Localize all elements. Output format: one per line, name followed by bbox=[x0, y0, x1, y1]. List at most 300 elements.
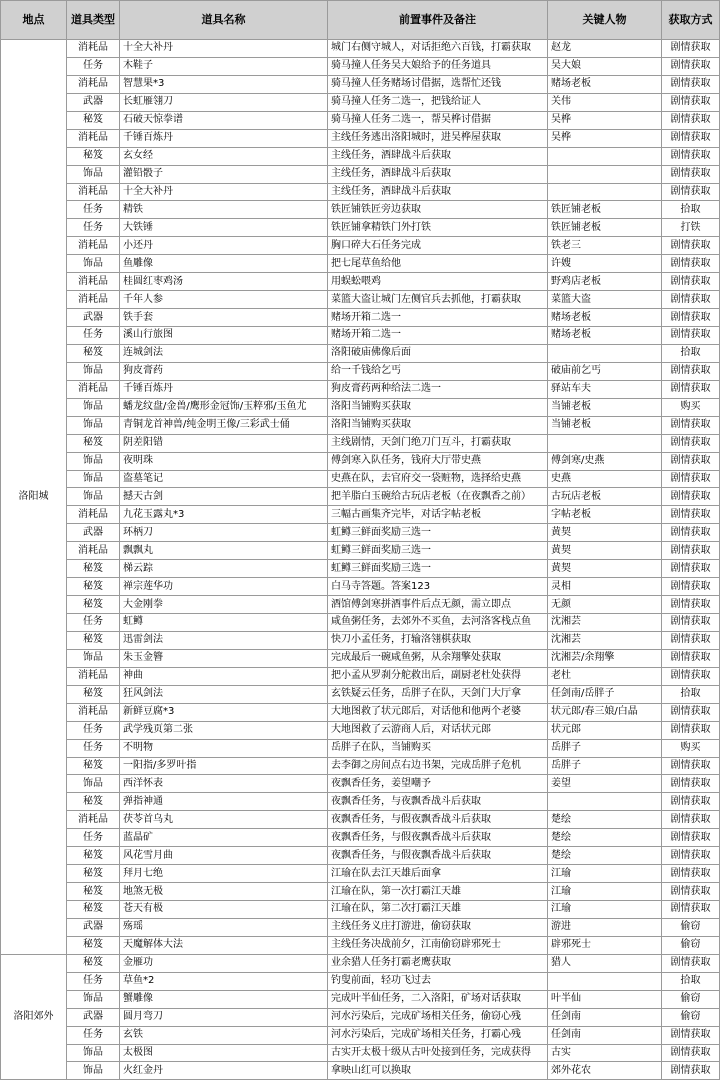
item-name-cell: 草鱼*2 bbox=[120, 972, 328, 990]
prerequisite-cell: 用蜈蚣喂鸡 bbox=[328, 273, 548, 291]
table-row bbox=[1, 416, 720, 434]
acquire-method-cell: 剧情获取 bbox=[662, 1062, 720, 1080]
key-person-cell: 黄契 bbox=[548, 560, 662, 578]
key-person-cell: 楚绘 bbox=[548, 811, 662, 829]
table-row bbox=[1, 488, 720, 506]
key-person-cell: 赌场老板 bbox=[548, 309, 662, 327]
table-row bbox=[1, 129, 720, 147]
table-row bbox=[1, 183, 720, 201]
item-type-cell: 秘笈 bbox=[67, 901, 120, 919]
key-person-cell: 郊外花农 bbox=[548, 1062, 662, 1080]
acquire-method-cell: 剧情获取 bbox=[662, 488, 720, 506]
item-name-cell: 灌铅骰子 bbox=[120, 165, 328, 183]
acquire-method-cell: 剧情获取 bbox=[662, 667, 720, 685]
key-person-cell: 岳胖子 bbox=[548, 739, 662, 757]
key-person-cell: 灵相 bbox=[548, 578, 662, 596]
item-type-cell: 秘笈 bbox=[67, 434, 120, 452]
table-row bbox=[1, 1008, 720, 1026]
table-row bbox=[1, 739, 720, 757]
table-row bbox=[1, 201, 720, 219]
item-type-cell: 消耗品 bbox=[67, 291, 120, 309]
table-row bbox=[1, 40, 720, 58]
table-row bbox=[1, 219, 720, 237]
item-type-cell: 秘笈 bbox=[67, 865, 120, 883]
acquire-method-cell: 剧情获取 bbox=[662, 40, 720, 58]
prerequisite-cell: 骑马撞人任务吴大娘给予的任务道具 bbox=[328, 57, 548, 75]
prerequisite-cell: 江瑜在队，第二次打霸江天雄 bbox=[328, 901, 548, 919]
item-type-cell: 饰品 bbox=[67, 362, 120, 380]
acquire-method-cell: 剧情获取 bbox=[662, 1026, 720, 1044]
table-row bbox=[1, 506, 720, 524]
item-name-cell: 西洋怀表 bbox=[120, 775, 328, 793]
item-name-cell: 朱玉金簪 bbox=[120, 649, 328, 667]
table-row bbox=[1, 111, 720, 129]
item-type-cell: 消耗品 bbox=[67, 273, 120, 291]
prerequisite-cell: 傅剑寒入队任务，钱府大厅带史燕 bbox=[328, 452, 548, 470]
item-name-cell: 小还丹 bbox=[120, 237, 328, 255]
prerequisite-cell: 城门右侧守城人，对话拒绝六百钱，打霸获取 bbox=[328, 40, 548, 58]
item-type-cell: 秘笈 bbox=[67, 936, 120, 954]
item-type-cell: 秘笈 bbox=[67, 631, 120, 649]
key-person-cell: 无颜 bbox=[548, 596, 662, 614]
key-person-cell bbox=[548, 165, 662, 183]
key-person-cell: 黄契 bbox=[548, 542, 662, 560]
item-name-cell: 大金刚拳 bbox=[120, 596, 328, 614]
item-type-cell: 饰品 bbox=[67, 1044, 120, 1062]
item-name-cell: 环柄刀 bbox=[120, 524, 328, 542]
item-name-cell: 智慧果*3 bbox=[120, 75, 328, 93]
table-row bbox=[1, 649, 720, 667]
prerequisite-cell: 骑马撞人任务二选一，把钱给证人 bbox=[328, 93, 548, 111]
key-person-cell: 猎人 bbox=[548, 954, 662, 972]
item-type-cell: 秘笈 bbox=[67, 578, 120, 596]
header-prerequisite: 前置事件及备注 bbox=[328, 1, 548, 40]
item-type-cell: 任务 bbox=[67, 721, 120, 739]
item-name-cell: 鱼雕像 bbox=[120, 255, 328, 273]
key-person-cell: 当铺老板 bbox=[548, 416, 662, 434]
table-row bbox=[1, 703, 720, 721]
table-row bbox=[1, 685, 720, 703]
acquire-method-cell: 剧情获取 bbox=[662, 93, 720, 111]
acquire-method-cell: 剧情获取 bbox=[662, 901, 720, 919]
table-row bbox=[1, 147, 720, 165]
acquire-method-cell: 剧情获取 bbox=[662, 954, 720, 972]
item-type-cell: 任务 bbox=[67, 219, 120, 237]
acquire-method-cell: 剧情获取 bbox=[662, 273, 720, 291]
table-row bbox=[1, 560, 720, 578]
item-type-cell: 武器 bbox=[67, 918, 120, 936]
prerequisite-cell: 快刀小孟任务，打输洛翎棋获取 bbox=[328, 631, 548, 649]
item-type-cell: 消耗品 bbox=[67, 380, 120, 398]
item-name-cell: 溪山行旅图 bbox=[120, 327, 328, 345]
key-person-cell bbox=[548, 147, 662, 165]
item-name-cell: 千年人参 bbox=[120, 291, 328, 309]
item-type-cell: 任务 bbox=[67, 614, 120, 632]
table-row bbox=[1, 793, 720, 811]
key-person-cell: 沈湘芸/余翔擎 bbox=[548, 649, 662, 667]
item-type-cell: 饰品 bbox=[67, 398, 120, 416]
item-type-cell: 饰品 bbox=[67, 452, 120, 470]
prerequisite-cell: 大地图救了状元郎后，对话他和他两个老婆 bbox=[328, 703, 548, 721]
key-person-cell: 沈湘芸 bbox=[548, 614, 662, 632]
key-person-cell: 任剑南 bbox=[548, 1008, 662, 1026]
key-person-cell: 黄契 bbox=[548, 524, 662, 542]
key-person-cell: 江瑜 bbox=[548, 865, 662, 883]
key-person-cell: 辟邪死士 bbox=[548, 936, 662, 954]
item-type-cell: 饰品 bbox=[67, 416, 120, 434]
table-row bbox=[1, 327, 720, 345]
item-type-cell: 秘笈 bbox=[67, 954, 120, 972]
item-type-cell: 武器 bbox=[67, 93, 120, 111]
prerequisite-cell: 完成最后一碗咸鱼粥，从余翔擎处获取 bbox=[328, 649, 548, 667]
prerequisite-cell: 赌场开箱二选一 bbox=[328, 327, 548, 345]
acquire-method-cell: 剧情获取 bbox=[662, 847, 720, 865]
acquire-method-cell: 剧情获取 bbox=[662, 362, 720, 380]
item-name-cell: 太极图 bbox=[120, 1044, 328, 1062]
prerequisite-cell: 岳胖子在队，当铺购买 bbox=[328, 739, 548, 757]
table-row bbox=[1, 865, 720, 883]
acquire-method-cell: 偷窃 bbox=[662, 936, 720, 954]
item-type-cell: 饰品 bbox=[67, 1062, 120, 1080]
acquire-method-cell: 剧情获取 bbox=[662, 721, 720, 739]
item-type-cell: 秘笈 bbox=[67, 344, 120, 362]
key-person-cell: 史燕 bbox=[548, 470, 662, 488]
key-person-cell: 字帖老板 bbox=[548, 506, 662, 524]
prerequisite-cell: 业余猎人任务打霸老鹰获取 bbox=[328, 954, 548, 972]
table-row bbox=[1, 596, 720, 614]
prerequisite-cell: 江瑜在队，第一次打霸江天雄 bbox=[328, 883, 548, 901]
acquire-method-cell: 剧情获取 bbox=[662, 255, 720, 273]
item-type-cell: 武器 bbox=[67, 524, 120, 542]
item-name-cell: 铁手套 bbox=[120, 309, 328, 327]
table-row bbox=[1, 165, 720, 183]
item-type-cell: 消耗品 bbox=[67, 40, 120, 58]
key-person-cell bbox=[548, 972, 662, 990]
item-name-cell: 阴差阳错 bbox=[120, 434, 328, 452]
key-person-cell: 吴桦 bbox=[548, 111, 662, 129]
item-name-cell: 长虹雁翎刀 bbox=[120, 93, 328, 111]
table-row bbox=[1, 972, 720, 990]
item-name-cell: 神曲 bbox=[120, 667, 328, 685]
key-person-cell bbox=[548, 344, 662, 362]
acquire-method-cell: 剧情获取 bbox=[662, 75, 720, 93]
acquire-method-cell: 剧情获取 bbox=[662, 309, 720, 327]
prerequisite-cell: 主线剧情，天剑门绝刀门互斗，打霸获取 bbox=[328, 434, 548, 452]
item-name-cell: 夜明珠 bbox=[120, 452, 328, 470]
acquire-method-cell: 剧情获取 bbox=[662, 703, 720, 721]
prerequisite-cell: 洛阳当铺购买获取 bbox=[328, 398, 548, 416]
acquire-method-cell: 剧情获取 bbox=[662, 811, 720, 829]
key-person-cell: 任剑南 bbox=[548, 1026, 662, 1044]
item-name-cell: 青铜龙首神兽/纯金明王像/三彩武士俑 bbox=[120, 416, 328, 434]
item-name-cell: 天魔解体大法 bbox=[120, 936, 328, 954]
acquire-method-cell: 剧情获取 bbox=[662, 524, 720, 542]
prerequisite-cell: 大地图救了云游商人后，对话状元郎 bbox=[328, 721, 548, 739]
table-row bbox=[1, 309, 720, 327]
table-row bbox=[1, 829, 720, 847]
prerequisite-cell: 咸鱼粥任务，去郊外不买鱼，去河洛客栈点鱼 bbox=[328, 614, 548, 632]
prerequisite-cell: 三幅古画集齐完毕，对话字帖老板 bbox=[328, 506, 548, 524]
acquire-method-cell: 剧情获取 bbox=[662, 578, 720, 596]
prerequisite-cell: 铁匠铺铁匠旁边获取 bbox=[328, 201, 548, 219]
key-person-cell: 古玩店老板 bbox=[548, 488, 662, 506]
prerequisite-cell: 完成叶半仙任务，二入洛阳，矿场对话获取 bbox=[328, 990, 548, 1008]
item-type-cell: 饰品 bbox=[67, 649, 120, 667]
table-row bbox=[1, 847, 720, 865]
item-type-cell: 消耗品 bbox=[67, 506, 120, 524]
item-name-cell: 蟹雕像 bbox=[120, 990, 328, 1008]
key-person-cell: 破庙前乞丐 bbox=[548, 362, 662, 380]
item-name-cell: 木鞋子 bbox=[120, 57, 328, 75]
acquire-method-cell: 偷窃 bbox=[662, 990, 720, 1008]
table-row bbox=[1, 273, 720, 291]
acquire-method-cell: 剧情获取 bbox=[662, 1044, 720, 1062]
acquire-method-cell: 剧情获取 bbox=[662, 327, 720, 345]
acquire-method-cell: 剧情获取 bbox=[662, 147, 720, 165]
item-name-cell: 新鲜豆腐*3 bbox=[120, 703, 328, 721]
item-type-cell: 饰品 bbox=[67, 165, 120, 183]
item-type-cell: 秘笈 bbox=[67, 757, 120, 775]
item-type-cell: 秘笈 bbox=[67, 883, 120, 901]
table-row bbox=[1, 255, 720, 273]
table-header bbox=[1, 1, 720, 40]
item-name-cell: 虹鳟 bbox=[120, 614, 328, 632]
header-item-name: 道具名称 bbox=[120, 1, 328, 40]
item-type-cell: 任务 bbox=[67, 972, 120, 990]
acquire-method-cell: 剧情获取 bbox=[662, 829, 720, 847]
item-type-cell: 任务 bbox=[67, 327, 120, 345]
prerequisite-cell: 古实开太极十级从古叶处接到任务，完成获得 bbox=[328, 1044, 548, 1062]
acquire-method-cell: 拾取 bbox=[662, 344, 720, 362]
item-type-cell: 饰品 bbox=[67, 488, 120, 506]
key-person-cell: 叶半仙 bbox=[548, 990, 662, 1008]
prerequisite-cell: 去李御之房间点右边书架，完成岳胖子危机 bbox=[328, 757, 548, 775]
item-type-cell: 任务 bbox=[67, 739, 120, 757]
acquire-method-cell: 拾取 bbox=[662, 972, 720, 990]
item-name-cell: 不明物 bbox=[120, 739, 328, 757]
acquire-method-cell: 剧情获取 bbox=[662, 506, 720, 524]
acquire-method-cell: 购买 bbox=[662, 739, 720, 757]
prerequisite-cell: 给一千钱给乞丐 bbox=[328, 362, 548, 380]
item-name-cell: 梯云踪 bbox=[120, 560, 328, 578]
prerequisite-cell: 主线任务，酒肆战斗后获取 bbox=[328, 165, 548, 183]
table-row bbox=[1, 1044, 720, 1062]
acquire-method-cell: 剧情获取 bbox=[662, 757, 720, 775]
key-person-cell: 沈湘芸 bbox=[548, 631, 662, 649]
item-name-cell: 苍天有极 bbox=[120, 901, 328, 919]
header-row bbox=[1, 1, 720, 40]
table-row bbox=[1, 470, 720, 488]
acquire-method-cell: 剧情获取 bbox=[662, 165, 720, 183]
key-person-cell: 岳胖子 bbox=[548, 757, 662, 775]
table-row bbox=[1, 434, 720, 452]
acquire-method-cell: 打铁 bbox=[662, 219, 720, 237]
item-name-cell: 盗墓笔记 bbox=[120, 470, 328, 488]
acquire-method-cell: 拾取 bbox=[662, 201, 720, 219]
table-row bbox=[1, 380, 720, 398]
item-name-cell: 石破天惊拳谱 bbox=[120, 111, 328, 129]
prerequisite-cell: 夜飘香任务，与假夜飘香战斗后获取 bbox=[328, 847, 548, 865]
acquire-method-cell: 购买 bbox=[662, 398, 720, 416]
prerequisite-cell: 虹鳟三鲜面奖励三选一 bbox=[328, 542, 548, 560]
prerequisite-cell: 狗皮膏药两种给法二选一 bbox=[328, 380, 548, 398]
item-name-cell: 狗皮膏药 bbox=[120, 362, 328, 380]
table-body bbox=[1, 40, 720, 1080]
key-person-cell: 老杜 bbox=[548, 667, 662, 685]
item-name-cell: 大铁锤 bbox=[120, 219, 328, 237]
item-type-cell: 秘笈 bbox=[67, 111, 120, 129]
item-name-cell: 茯苓首乌丸 bbox=[120, 811, 328, 829]
header-key-person: 关键人物 bbox=[548, 1, 662, 40]
prerequisite-cell: 拿映山红可以换取 bbox=[328, 1062, 548, 1080]
prerequisite-cell: 主线任务义庄打游进，偷窃获取 bbox=[328, 918, 548, 936]
location-cell: 洛阳城 bbox=[1, 40, 67, 955]
item-type-cell: 秘笈 bbox=[67, 847, 120, 865]
item-name-cell: 火红金丹 bbox=[120, 1062, 328, 1080]
item-name-cell: 金雁功 bbox=[120, 954, 328, 972]
acquire-method-cell: 剧情获取 bbox=[662, 291, 720, 309]
item-name-cell: 风花雪月曲 bbox=[120, 847, 328, 865]
key-person-cell: 铁老三 bbox=[548, 237, 662, 255]
item-type-cell: 饰品 bbox=[67, 990, 120, 1008]
key-person-cell: 楚绘 bbox=[548, 847, 662, 865]
prerequisite-cell: 钓叟前面，轻功飞过去 bbox=[328, 972, 548, 990]
item-type-cell: 饰品 bbox=[67, 775, 120, 793]
table-row bbox=[1, 631, 720, 649]
item-type-cell: 秘笈 bbox=[67, 560, 120, 578]
key-person-cell: 赵龙 bbox=[548, 40, 662, 58]
table-row bbox=[1, 667, 720, 685]
key-person-cell: 状元郎 bbox=[548, 721, 662, 739]
item-name-cell: 禅宗莲华功 bbox=[120, 578, 328, 596]
prerequisite-cell: 菜篮大盗让城门左侧官兵去抓他，打霸获取 bbox=[328, 291, 548, 309]
acquire-method-cell: 剧情获取 bbox=[662, 129, 720, 147]
key-person-cell: 赌场老板 bbox=[548, 75, 662, 93]
item-type-cell: 任务 bbox=[67, 1026, 120, 1044]
item-type-cell: 武器 bbox=[67, 1008, 120, 1026]
table-row bbox=[1, 524, 720, 542]
acquire-method-cell: 剧情获取 bbox=[662, 452, 720, 470]
key-person-cell: 赌场老板 bbox=[548, 327, 662, 345]
item-name-cell: 迅雷剑法 bbox=[120, 631, 328, 649]
acquire-method-cell: 拾取 bbox=[662, 685, 720, 703]
acquire-method-cell: 剧情获取 bbox=[662, 416, 720, 434]
prerequisite-cell: 主线任务决战前夕，江南偷窃辟邪死士 bbox=[328, 936, 548, 954]
item-type-cell: 秘笈 bbox=[67, 793, 120, 811]
item-name-cell: 千锤百炼丹 bbox=[120, 129, 328, 147]
key-person-cell: 楚绘 bbox=[548, 829, 662, 847]
item-name-cell: 狂风剑法 bbox=[120, 685, 328, 703]
item-name-cell: 圆月弯刀 bbox=[120, 1008, 328, 1026]
acquire-method-cell: 剧情获取 bbox=[662, 596, 720, 614]
key-person-cell bbox=[548, 183, 662, 201]
item-name-cell: 千锤百炼丹 bbox=[120, 380, 328, 398]
acquire-method-cell: 剧情获取 bbox=[662, 614, 720, 632]
header-acquire-method: 获取方式 bbox=[662, 1, 720, 40]
prerequisite-cell: 洛阳当铺购买获取 bbox=[328, 416, 548, 434]
table-row bbox=[1, 1026, 720, 1044]
table-row bbox=[1, 954, 720, 972]
table-row bbox=[1, 614, 720, 632]
prerequisite-cell: 把七尾草鱼给他 bbox=[328, 255, 548, 273]
prerequisite-cell: 夜飘香任务，姜望嘲予 bbox=[328, 775, 548, 793]
item-type-cell: 武器 bbox=[67, 309, 120, 327]
acquire-method-cell: 剧情获取 bbox=[662, 470, 720, 488]
key-person-cell: 关伟 bbox=[548, 93, 662, 111]
item-type-cell: 秘笈 bbox=[67, 596, 120, 614]
table-row bbox=[1, 542, 720, 560]
prerequisite-cell: 铁匠铺拿精铁门外打铁 bbox=[328, 219, 548, 237]
item-type-cell: 秘笈 bbox=[67, 147, 120, 165]
key-person-cell: 菜篮大盗 bbox=[548, 291, 662, 309]
item-type-cell: 消耗品 bbox=[67, 75, 120, 93]
table-row bbox=[1, 775, 720, 793]
table-row bbox=[1, 918, 720, 936]
key-person-cell: 姜望 bbox=[548, 775, 662, 793]
item-type-cell: 消耗品 bbox=[67, 237, 120, 255]
key-person-cell: 驿站车夫 bbox=[548, 380, 662, 398]
key-person-cell: 傅剑寒/史燕 bbox=[548, 452, 662, 470]
prerequisite-cell: 胸口碎大石任务完成 bbox=[328, 237, 548, 255]
item-name-cell: 玄铁 bbox=[120, 1026, 328, 1044]
item-name-cell: 蓝晶矿 bbox=[120, 829, 328, 847]
acquire-method-cell: 剧情获取 bbox=[662, 560, 720, 578]
table-row bbox=[1, 291, 720, 309]
prerequisite-cell: 虹鳟三鲜面奖励三选一 bbox=[328, 524, 548, 542]
item-name-cell: 武学残页第二张 bbox=[120, 721, 328, 739]
item-name-cell: 一阳指/多罗叶指 bbox=[120, 757, 328, 775]
acquire-method-cell: 剧情获取 bbox=[662, 883, 720, 901]
item-name-cell: 精铁 bbox=[120, 201, 328, 219]
table-row bbox=[1, 721, 720, 739]
item-type-cell: 任务 bbox=[67, 829, 120, 847]
table-row bbox=[1, 901, 720, 919]
acquire-method-cell: 剧情获取 bbox=[662, 649, 720, 667]
prerequisite-cell: 河水污染后，完成矿场相关任务，打霸心残 bbox=[328, 1026, 548, 1044]
acquire-method-cell: 剧情获取 bbox=[662, 380, 720, 398]
table-row bbox=[1, 936, 720, 954]
prerequisite-cell: 骑马撞人任务赌场讨借据，选帮忙还钱 bbox=[328, 75, 548, 93]
key-person-cell: 吴大娘 bbox=[548, 57, 662, 75]
table-row bbox=[1, 398, 720, 416]
key-person-cell: 任剑南/岳胖子 bbox=[548, 685, 662, 703]
prerequisite-cell: 主线任务逃出洛阳城时，进吴桦屋获取 bbox=[328, 129, 548, 147]
item-type-cell: 消耗品 bbox=[67, 811, 120, 829]
prerequisite-cell: 虹鳟三鲜面奖励三选一 bbox=[328, 560, 548, 578]
key-person-cell: 吴桦 bbox=[548, 129, 662, 147]
prerequisite-cell: 夜飘香任务，与夜飘香战斗后获取 bbox=[328, 793, 548, 811]
key-person-cell bbox=[548, 793, 662, 811]
acquire-method-cell: 剧情获取 bbox=[662, 111, 720, 129]
prerequisite-cell: 酒馆傅剑寒拼酒事件后点无颜，需立即点 bbox=[328, 596, 548, 614]
key-person-cell: 江瑜 bbox=[548, 883, 662, 901]
acquire-method-cell: 剧情获取 bbox=[662, 57, 720, 75]
item-name-cell: 飘飘丸 bbox=[120, 542, 328, 560]
prerequisite-cell: 夜飘香任务，与假夜飘香战斗后获取 bbox=[328, 829, 548, 847]
table-row bbox=[1, 237, 720, 255]
prerequisite-cell: 主线任务，酒肆战斗后获取 bbox=[328, 183, 548, 201]
prerequisite-cell: 把小孟从罗刹分舵救出后，副厨老杜处获得 bbox=[328, 667, 548, 685]
acquire-method-cell: 剧情获取 bbox=[662, 631, 720, 649]
item-name-cell: 蟠龙纹盘/金兽/鹰形金冠饰/玉粹邪/玉鱼尤 bbox=[120, 398, 328, 416]
prerequisite-cell: 史燕在队，去官府交一袋赃物，选择给史燕 bbox=[328, 470, 548, 488]
item-type-cell: 消耗品 bbox=[67, 667, 120, 685]
acquire-method-cell: 偷窃 bbox=[662, 918, 720, 936]
item-type-cell: 消耗品 bbox=[67, 542, 120, 560]
item-type-cell: 饰品 bbox=[67, 255, 120, 273]
acquire-method-cell: 剧情获取 bbox=[662, 542, 720, 560]
item-name-cell: 十全大补丹 bbox=[120, 40, 328, 58]
